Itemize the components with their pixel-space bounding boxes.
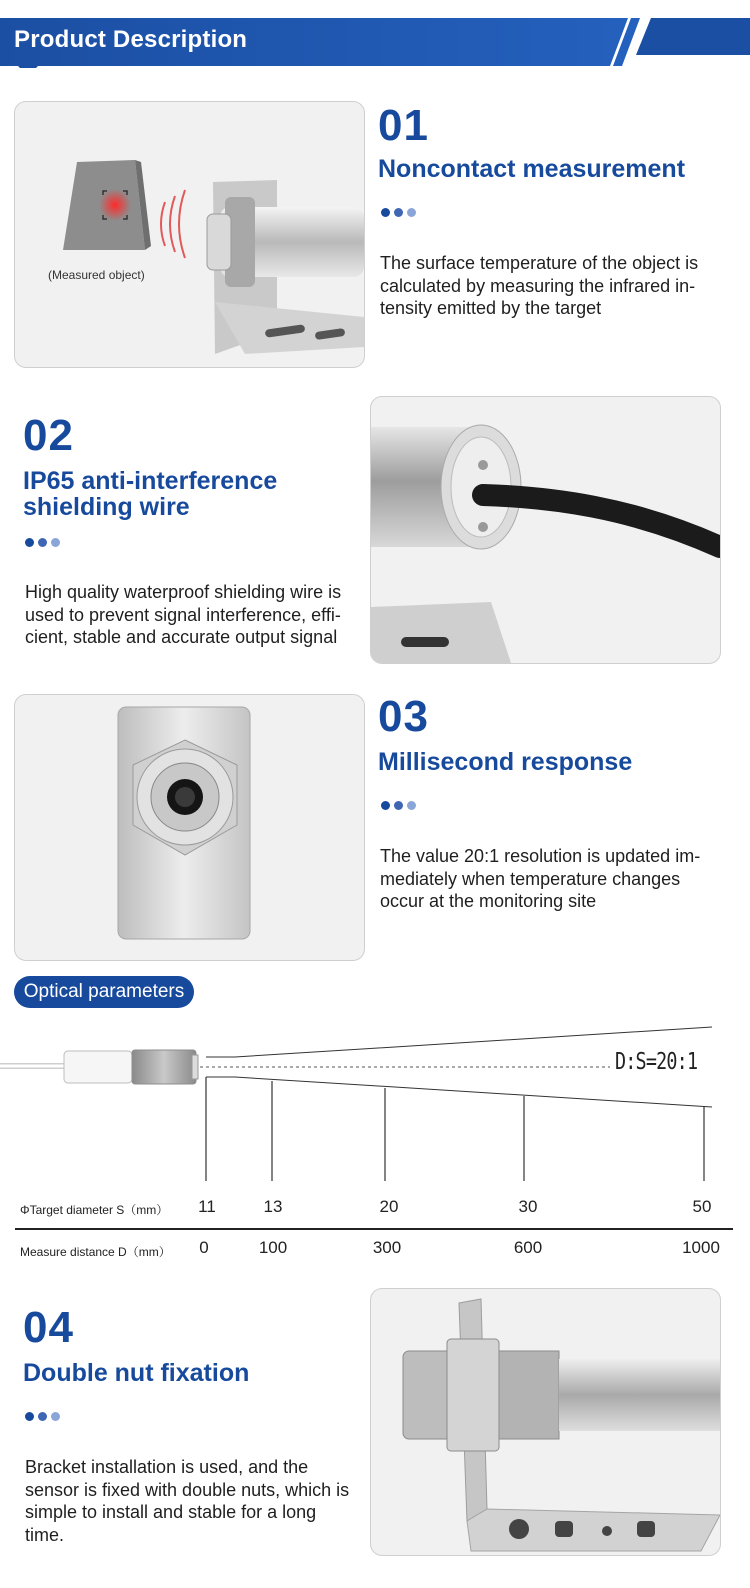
feature-01-image [14, 101, 365, 368]
optical-parameters-label: Optical parameters [14, 976, 194, 1008]
measure-distance-value: 100 [258, 1238, 288, 1257]
decorative-dots [25, 538, 60, 547]
feature-description: Bracket installation is used, and the sensor is fixed with double nuts, which is simple to install and stable for a long time. [25, 1457, 350, 1545]
measure-distance-value: 300 [372, 1238, 402, 1257]
target-diameter-label: ΦTarget diameter S（mm） [20, 1203, 169, 1217]
decorative-dots [25, 1412, 60, 1421]
measured-object-caption: (Measured object) [48, 268, 145, 282]
feature-02-image [370, 396, 721, 664]
measure-distance-value: 0 [199, 1238, 209, 1257]
feature-title: Double nut fixation [23, 1359, 250, 1387]
feature-number: 03 [378, 692, 429, 741]
measure-distance-label: Measure distance D（mm） [20, 1245, 171, 1259]
feature-description: High quality waterproof shielding wire is used to prevent signal interference, effi- cient, stable and accurate output signal [25, 582, 342, 647]
decorative-dots [381, 801, 416, 810]
feature-number: 04 [23, 1303, 74, 1352]
target-diameter-value: 50 [692, 1197, 712, 1216]
table-divider [15, 1228, 733, 1230]
feature-title: Millisecond response [378, 748, 633, 776]
feature-number: 02 [23, 411, 74, 460]
page-title: Product Description [14, 26, 248, 53]
measure-distance-value: 600 [513, 1238, 543, 1257]
target-diameter-value: 13 [263, 1197, 283, 1216]
feature-title: IP65 anti-interference shielding wire [23, 467, 278, 521]
feature-03-image [14, 694, 365, 961]
decorative-dots [381, 208, 416, 217]
feature-description: The value 20:1 resolution is updated im- mediately when temperature changes occur at the monitoring site [380, 846, 701, 911]
feature-04-image [370, 1288, 721, 1556]
target-diameter-value: 30 [518, 1197, 538, 1216]
feature-number: 01 [378, 101, 429, 150]
ds-ratio-label: D:S=20:1 [615, 1049, 698, 1075]
optical-diagram [0, 1015, 750, 1190]
target-diameter-value: 11 [198, 1197, 216, 1216]
feature-description: The surface temperature of the object is calculated by measuring the infrared in- tensity emitted by the target [380, 253, 699, 318]
measure-distance-value: 1000 [682, 1238, 720, 1257]
feature-title: Noncontact measurement [378, 155, 686, 183]
target-diameter-value: 20 [379, 1197, 399, 1216]
